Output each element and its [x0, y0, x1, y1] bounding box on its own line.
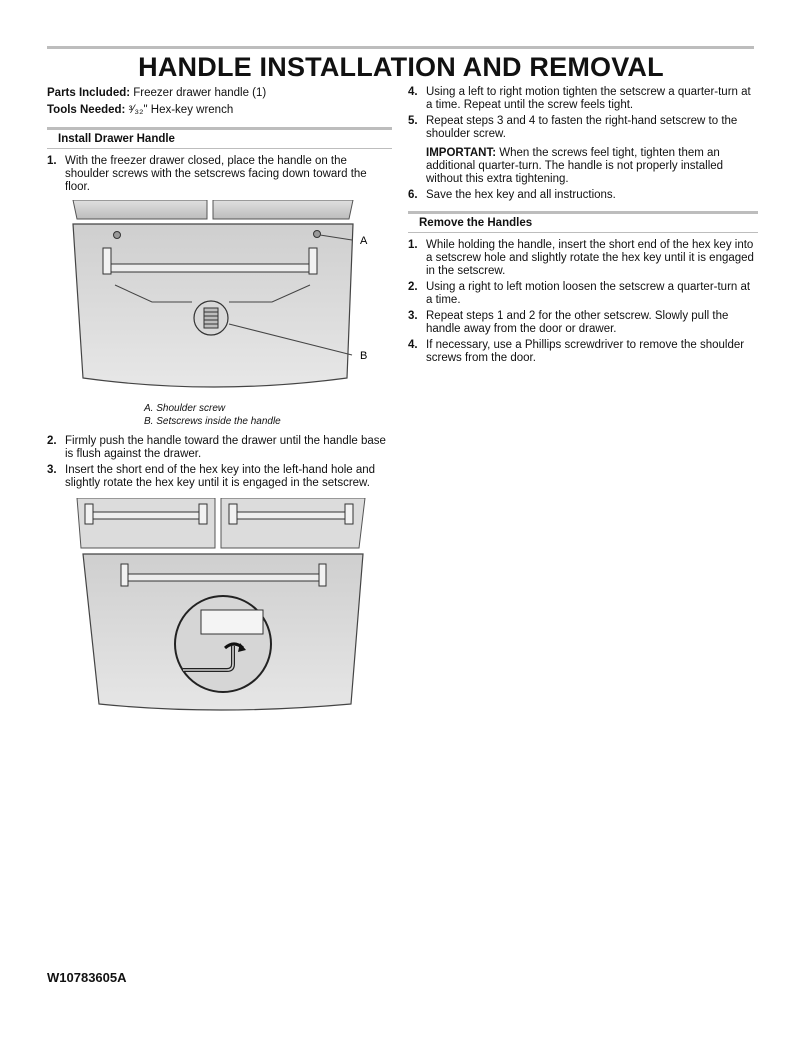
parts-value: Freezer drawer handle (1) — [133, 87, 267, 99]
install-steps-c — [408, 86, 758, 141]
right-door-handle — [237, 512, 345, 519]
shoulder-screw-left — [114, 232, 121, 239]
handle-right-post — [309, 248, 317, 274]
right-door — [221, 498, 365, 548]
right-door — [213, 200, 353, 219]
shoulder-screw-right — [314, 231, 321, 238]
important-label: IMPORTANT: — [426, 147, 497, 159]
install-steps-b — [47, 435, 392, 490]
label-b: B — [360, 350, 368, 362]
install-steps-a — [47, 155, 392, 194]
left-column — [47, 86, 392, 718]
handle-left-post — [103, 248, 111, 274]
important-text: When the screws feel tight, tighten them an additional quarter-turn. The handle is not properly installed without this extra tightening. — [426, 147, 724, 185]
remove-step: 1. While holding the handle, insert the short end of the hex key into a setscrew hole and slightly rotate the hex key until it is engaged in the setscrew. — [408, 239, 754, 277]
install-step: 1. With the freezer drawer closed, place the handle on the shoulder screws with the setscrews facing down toward the floor. — [47, 155, 367, 193]
parts-included — [47, 86, 392, 101]
part-number: W10783605A — [47, 970, 127, 985]
label-a: A — [360, 235, 368, 247]
page-title: HANDLE INSTALLATION AND REMOVAL — [138, 52, 664, 82]
handle-detail — [201, 610, 263, 634]
tools-label: Tools Needed: — [47, 104, 126, 116]
remove-step: 2. Using a right to left motion loosen the setscrew a quarter-turn at a time. — [408, 281, 751, 306]
install-step: 5. Repeat steps 3 and 4 to fasten the right-hand setscrew to the shoulder screw. — [408, 115, 738, 140]
install-step: 4. Using a left to right motion tighten the setscrew a quarter-turn at a time. Repeat until the screw feels tight. — [408, 86, 751, 111]
remove-step: 4. If necessary, use a Phillips screwdriver to remove the shoulder screws from the door. — [408, 339, 745, 364]
setscrew-icon — [204, 308, 218, 328]
tools-needed — [47, 103, 392, 118]
left-door-handle — [93, 512, 199, 519]
right-column — [408, 86, 758, 368]
figure-captions — [144, 402, 392, 428]
handle-bar — [111, 264, 309, 272]
remove-step: 3. Repeat steps 1 and 2 for the other setscrew. Slowly pull the handle away from the door or drawer. — [408, 310, 729, 335]
install-step: 3. Insert the short end of the hex key into the left-hand hole and slightly rotate the hex key until it is engaged in the setscrew. — [47, 464, 376, 489]
caption-a: A. Shoulder screw — [144, 403, 226, 414]
install-steps-d — [408, 189, 758, 202]
left-door — [77, 498, 215, 548]
important-note — [408, 147, 758, 186]
drawer-handle — [128, 574, 319, 581]
remove-steps — [408, 239, 758, 365]
install-step: 2. Firmly push the handle toward the drawer until the handle base is flush against the drawer. — [47, 435, 386, 460]
handle-installation-figure — [47, 200, 392, 402]
caption-b: B. Setscrews inside the handle — [144, 416, 281, 427]
top-rule — [47, 46, 754, 49]
hex-key-figure — [47, 498, 392, 718]
parts-label: Parts Included: — [47, 87, 131, 99]
tools-value: ³⁄₃₂" Hex-key wrench — [128, 104, 234, 116]
install-heading: Install Drawer Handle — [47, 127, 392, 149]
left-door — [73, 200, 207, 219]
install-step: 6. Save the hex key and all instructions. — [408, 189, 616, 201]
remove-heading: Remove the Handles — [408, 211, 758, 233]
